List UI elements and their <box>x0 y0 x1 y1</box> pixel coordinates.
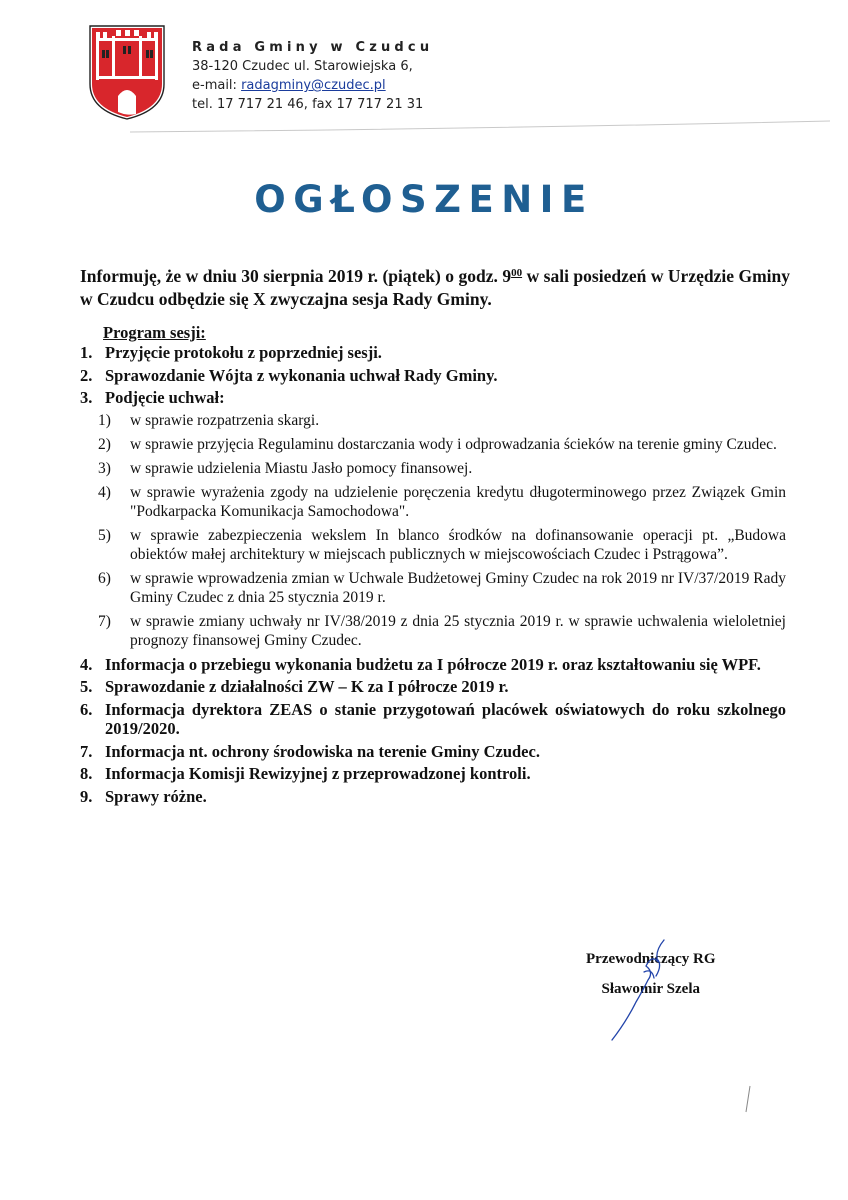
page-title: OGŁOSZENIE <box>254 178 594 221</box>
resolution-item-number: 3) <box>98 459 111 477</box>
resolution-item <box>98 411 786 430</box>
agenda-item <box>80 343 786 363</box>
resolution-sublist <box>98 411 786 650</box>
agenda-item <box>80 742 786 762</box>
agenda-item-text: Sprawozdanie Wójta z wykonania uchwał Rady Gminy. <box>105 365 498 385</box>
resolution-item-number: 6) <box>98 569 111 587</box>
resolution-item-text: w sprawie wyrażenia zgody na udzielenie poręczenia kredytu długoterminowego przez Związek Gmin "Podkarpacka Komunikacja Samochodowa". <box>130 483 786 520</box>
organization-email <box>192 76 433 95</box>
agenda-item-number: 3. <box>80 388 93 407</box>
resolution-item-number: 1) <box>98 411 111 429</box>
agenda-item <box>80 787 786 807</box>
agenda-item-number: 7. <box>80 741 93 761</box>
agenda-item <box>80 764 786 784</box>
agenda-item-text: Sprawozdanie z działalności ZW – K za I półrocze 2019 r. <box>105 677 509 696</box>
agenda-list <box>80 343 786 809</box>
agenda-item <box>80 677 786 697</box>
resolution-item-text: w sprawie wprowadzenia zmian w Uchwale Budżetowej Gminy Czudec na rok 2019 nr IV/37/2019 Rady Gminy Czudec z dnia 25 stycznia 2019 r. <box>130 569 786 606</box>
agenda-item <box>80 366 786 386</box>
agenda-item <box>80 655 786 675</box>
agenda-item-text: Informacja dyrektora ZEAS o stanie przygotowań placówek oświatowych do roku szkolnego 2019/2020. <box>105 699 786 738</box>
resolution-item-text: w sprawie rozpatrzenia skargi. <box>130 411 320 429</box>
organization-phone: tel. 17 717 21 46, fax 17 717 21 31 <box>192 97 424 112</box>
organization-name: Rada Gminy w Czudcu <box>192 40 434 55</box>
agenda-item <box>80 700 786 739</box>
resolution-item-number: 2) <box>98 435 111 453</box>
coat-of-arms-icon <box>88 24 166 120</box>
agenda-item-number: 4. <box>80 654 93 674</box>
resolution-item-text: w sprawie udzielenia Miastu Jasło pomocy finansowej. <box>130 459 473 477</box>
agenda-item-number: 9. <box>80 786 93 806</box>
intro-text-start: Informuję, że w dniu 30 sierpnia 2019 r. (piątek) o godz. 9 <box>80 266 512 286</box>
agenda-item-text: Informacja nt. ochrony środowiska na terenie Gminy Czudec. <box>105 741 540 761</box>
agenda-item-number: 8. <box>80 764 93 783</box>
resolution-item-number: 5) <box>98 526 111 544</box>
email-label: e-mail: <box>192 78 242 93</box>
resolution-item <box>98 459 786 478</box>
margin-mark-icon <box>744 1084 752 1114</box>
agenda-item-number: 1. <box>80 343 93 362</box>
agenda-item-text: Podjęcie uchwał: <box>105 388 225 407</box>
organization-address: 38-120 Czudec ul. Starowiejska 6, <box>192 59 413 74</box>
agenda-item-text: Sprawy różne. <box>105 786 207 806</box>
resolution-item <box>98 526 786 564</box>
header-divider <box>130 120 830 134</box>
announcement-intro <box>80 265 790 311</box>
agenda-item-number: 6. <box>80 699 93 719</box>
agenda-item <box>80 388 786 408</box>
intro-time-minutes: 00 <box>511 267 523 279</box>
resolution-item <box>98 435 786 454</box>
resolution-item-text: w sprawie zmiany uchwały nr IV/38/2019 z dnia 25 stycznia 2019 r. w sprawie uchwalenia wieloletniej prognozy finansowej Gminy Czudec. <box>130 612 786 649</box>
resolution-item-number: 4) <box>98 483 111 501</box>
email-link[interactable]: radagminy@czudec.pl <box>241 78 386 93</box>
letterhead <box>192 38 433 114</box>
agenda-item-number: 5. <box>80 677 93 696</box>
agenda-item-number: 2. <box>80 365 93 385</box>
signature-role: Przewodniczący RG <box>586 951 716 967</box>
resolution-item <box>98 612 786 650</box>
resolution-item-text: w sprawie przyjęcia Regulaminu dostarczania wody i odprowadzania ścieków na terenie gminy Czudec. <box>130 435 777 453</box>
agenda-item-text: Informacja o przebiegu wykonania budżetu za I półrocze 2019 r. oraz kształtowaniu się WPF. <box>105 654 761 674</box>
agenda-item-text: Informacja Komisji Rewizyjnej z przeprowadzonej kontroli. <box>105 764 531 783</box>
resolution-item <box>98 569 786 607</box>
resolution-item <box>98 483 786 521</box>
program-heading: Program sesji: <box>103 323 206 342</box>
resolution-item-number: 7) <box>98 612 111 630</box>
handwritten-signature-icon <box>596 932 676 1047</box>
agenda-item-text: Przyjęcie protokołu z poprzedniej sesji. <box>105 343 382 362</box>
resolution-item-text: w sprawie zabezpieczenia wekslem In blanco środków na dofinansowanie operacji pt. „Budowa obiektów małej architektury w miejscach publicznych w miejscowościach Czudec i Pstrągowa”. <box>130 526 786 563</box>
intro-text-end: w sali posiedzeń w Urzędzie Gminy w Czudcu odbędzie się X zwyczajna sesja Rady Gminy. <box>80 266 790 309</box>
signature-name: Sławomir Szela <box>601 981 700 997</box>
